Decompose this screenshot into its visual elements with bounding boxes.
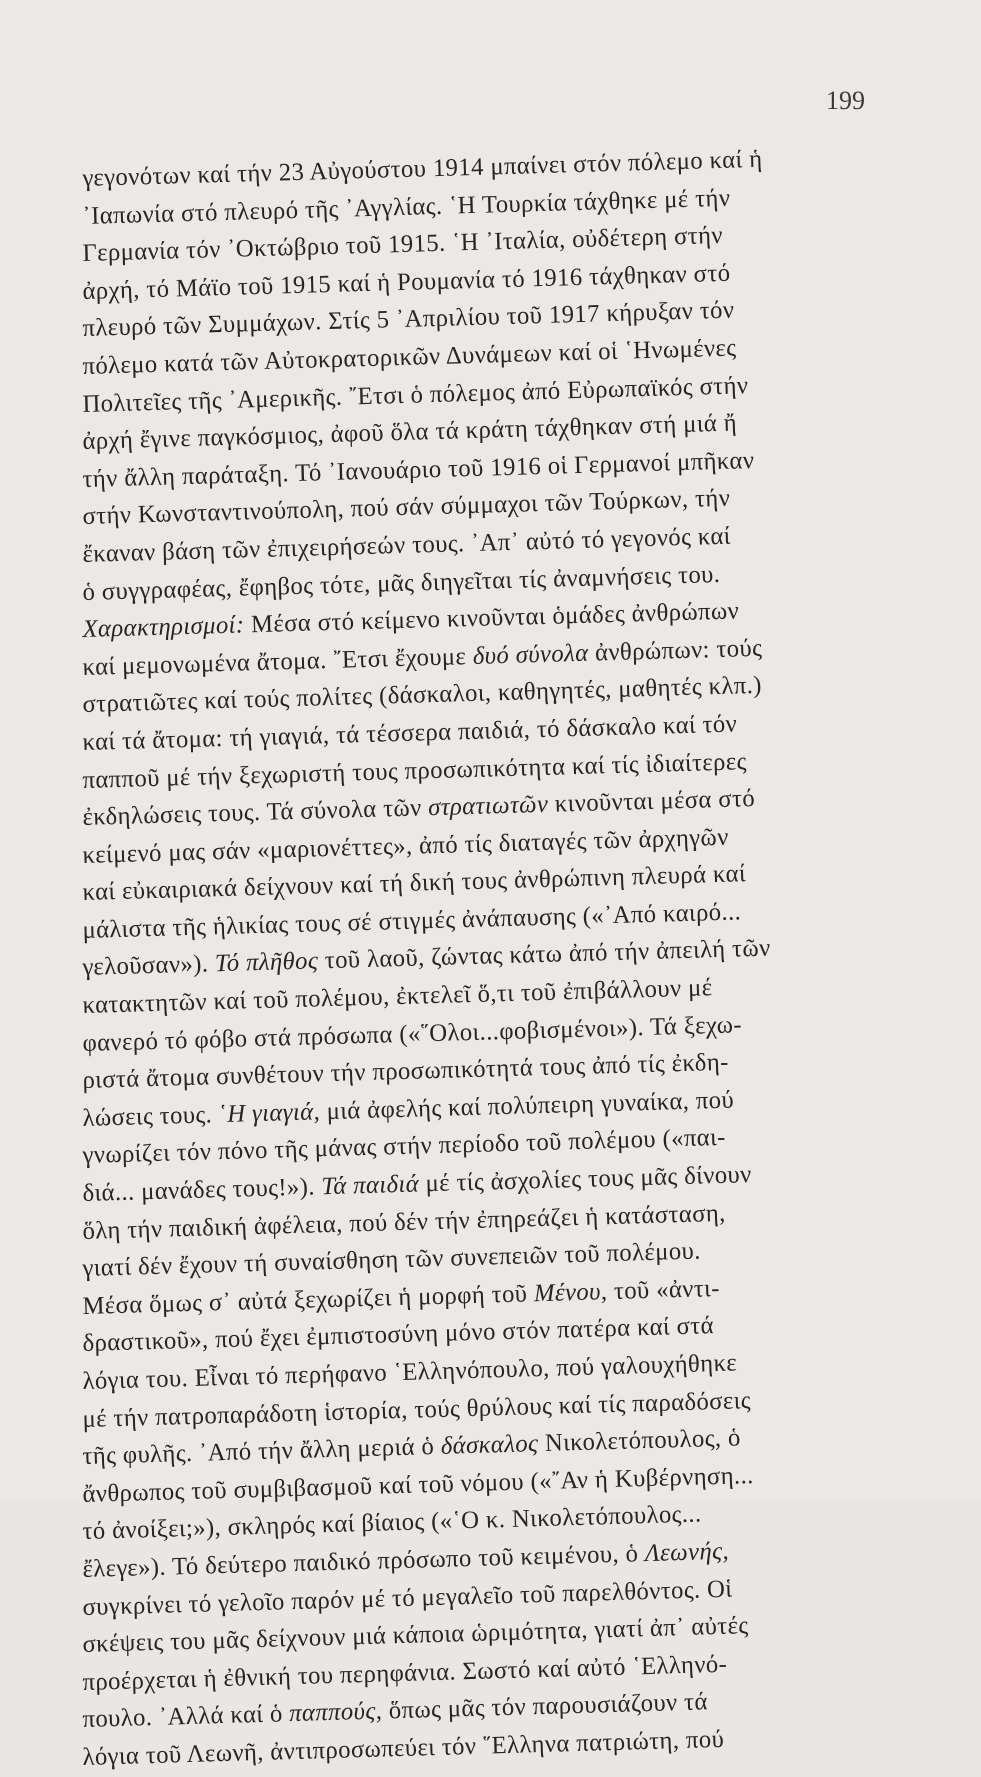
text-run: πλευρό τῶν Συμμάχων. Στίς 5 ᾿Απριλίου τοῦ 1917 κήρυξαν τόν	[82, 296, 735, 343]
text-run: ὁ συγγραφέας, ἔφηβος τότε, μᾶς διηγεῖται τίς ἀναμνήσεις του.	[82, 560, 721, 606]
text-run: ἐκδηλώσεις τους. Τά σύνολα τῶν	[82, 794, 429, 832]
text-run: τοῦ «ἀντι-	[606, 1274, 721, 1305]
text-run: διά... μανάδες τους!»).	[82, 1173, 322, 1208]
text-run: γιατί δέν ἔχουν τή συναίσθηση τῶν συνεπειῶν τοῦ πολέμου.	[82, 1237, 702, 1283]
text-run: λόγια του. Εἶναι τό περήφανο ῾Ελληνόπουλο, πού γαλουχήθηκε	[82, 1349, 738, 1395]
italic-phrase: δάσκαλος	[440, 1430, 539, 1461]
text-run: Γερμανία τόν ᾿Οκτώβριο τοῦ 1915. ῾Η ᾿Ιταλία, οὐδέτερη στήν	[82, 222, 724, 268]
text-run: ἀρχή ἔγινε παγκόσμιος, ἀφοῦ ὅλα τά κράτη τάχθηκαν στή μιά ἤ	[82, 409, 738, 456]
text-run: ὅλη τήν παιδική ἀφέλεια, πού δέν τήν ἐπηρεάζει ἡ κατάσταση,	[82, 1199, 727, 1245]
text-run: ἀρχή, τό Μάϊο τοῦ 1915 καί ἡ Ρουμανία τό 1916 τάχθηκαν στό	[82, 259, 731, 305]
text-run: ἀνθρώπων: τούς	[588, 634, 763, 667]
text-run: μάλιστα τῆς ἡλικίας τους σέ στιγμές ἀνάπαυσης («᾿Από καιρό...	[82, 898, 742, 944]
text-run: στρατιῶτες καί τούς πολίτες (δάσκαλοι, καθηγητές, μαθητές κλπ.)	[82, 672, 763, 719]
text-run: συγκρίνει τό γελοῖο παρόν μέ τό μεγαλεῖο τοῦ παρελθόντος. Οἱ	[82, 1575, 733, 1621]
text-run: Μέσα στό κείμενο κινοῦνται ὁμάδες ἀνθρώπων	[244, 597, 740, 639]
text-run: γελοῦσαν»).	[82, 950, 216, 982]
text-run: σκέψεις του μᾶς δείχνουν μιά κάποια ὡριμότητα, γιατί ἀπ᾿ αὐτές	[82, 1612, 749, 1659]
italic-phrase: Μένου,	[533, 1277, 608, 1308]
text-run: μιά ἀφελής καί πολύπειρη γυναίκα, πού	[319, 1086, 735, 1126]
italic-phrase: στρατιωτῶν	[427, 790, 549, 822]
text-run: πόλεμο κατά τῶν Αὐτοκρατορικῶν Δυνάμεων καί οἱ ῾Ηνωμένες	[82, 334, 737, 380]
italic-phrase: δυό σύνολα	[472, 639, 589, 670]
text-run: τῆς φυλῆς. ᾿Από τήν ἄλλη μεριά ὁ	[82, 1433, 442, 1471]
text-run: καί μεμονωμένα ἄτομα. ῎Ετσι ἔχουμε	[82, 642, 474, 681]
text-run: κινοῦνται μέσα στό	[547, 785, 756, 818]
text-run: λώσεις τους.	[82, 1100, 220, 1132]
italic-phrase: Χαρακτηρισμοί:	[82, 611, 245, 644]
text-run: παπποῦ μέ τήν ξεχωριστή τους προσωπικότητα καί τίς ἰδιαίτερες	[82, 747, 748, 794]
text-run: γνωρίζει τόν πόνο τῆς μάνας στήν περίοδο τοῦ πολέμου («παι-	[82, 1124, 727, 1170]
text-run: Πολιτεῖες τῆς ᾿Αμερικῆς. ῎Ετσι ὁ πόλεμος ἀπό Εὐρωπαϊκός στήν	[82, 371, 749, 418]
text-run: στήν Κωνσταντινούπολη, πού σάν σύμμαχοι τῶν Τούρκων, τήν	[82, 485, 731, 531]
italic-phrase: Λεωνής,	[644, 1537, 730, 1568]
text-run: Νικολετόπουλος, ὁ	[538, 1424, 742, 1458]
text-run: Μέσα ὅμως σ᾿ αὐτά ξεχωρίζει ἡ μορφή τοῦ	[82, 1280, 535, 1320]
text-run: γεγονότων καί τήν 23 Αὐγούστου 1914 μπαίνει στόν πόλεμο καί ἡ	[82, 145, 763, 192]
text-run: δραστικοῦ», πού ἔχει ἐμπιστοσύνη μόνο στόν πατέρα καί στά	[82, 1312, 715, 1358]
text-run: ὅπως μᾶς τόν παρουσιάζουν τά	[381, 1688, 709, 1725]
italic-phrase: ῾Η γιαγιά,	[218, 1098, 321, 1128]
text-run: τήν ἄλλη παράταξη. Τό ᾿Ιανουάριο τοῦ 1916 οἱ Γερμανοί μπῆκαν	[82, 446, 755, 493]
text-run: ἔλεγε»). Τό δεύτερο παιδικό πρόσωπο τοῦ κειμένου, ὁ	[82, 1540, 646, 1583]
text-run: μέ τίς ἀσχολίες τους μᾶς δίνουν	[418, 1161, 753, 1198]
text-run: φανερό τό φόβο στά πρόσωπα («῞Ολοι...φοβισμένοι»). Τά ξεχω-	[82, 1011, 743, 1057]
text-run: τοῦ λαοῦ, ζώντας κάτω ἀπό τήν ἀπειλή τῶν	[317, 935, 771, 975]
text-run: λόγια τοῦ Λεωνῆ, ἀντιπροσωπεύει τόν ῞Ελληνα πατριώτη, πού	[82, 1725, 725, 1771]
italic-phrase: παππούς,	[288, 1697, 383, 1728]
text-run: καί τά ἄτομα: τή γιαγιά, τά τέσσερα παιδιά, τό δάσκαλο καί τόν	[82, 710, 738, 756]
text-run: μέ τήν πατροπαράδοτη ἱστορία, τούς θρύλους καί τίς παραδόσεις	[82, 1386, 752, 1433]
text-run: ριστά ἄτομα συνθέτουν τήν προσωπικότητά τους ἀπό τίς ἐκδη-	[82, 1048, 730, 1095]
body-text	[82, 145, 882, 1777]
italic-phrase: Τό πλῆθος	[214, 947, 319, 978]
text-run: κατακτητῶν καί τοῦ πολέμου, ἐκτελεῖ ὅ,τι τοῦ ἐπιβάλλουν μέ	[82, 974, 713, 1020]
page-number: 199	[826, 86, 865, 115]
text-run: ἔκαναν βάση τῶν ἐπιχειρήσεών τους. ᾿Απ᾿ αὐτό τό γεγονός καί	[82, 522, 732, 568]
text-run: ἄνθρωπος τοῦ συμβιβασμοῦ καί τοῦ νόμου («῎Αν ἡ Κυβέρνηση...	[82, 1461, 754, 1508]
italic-phrase: Τά παιδιά	[321, 1170, 420, 1201]
text-run: καί εὐκαιριακά δείχνουν καί τή δική τους ἀνθρώπινη πλευρά καί	[82, 860, 747, 907]
text-run: προέρχεται ἡ ἐθνική του περηφάνια. Σωστό καί αὐτό ῾Ελληνό-	[82, 1650, 728, 1696]
text-run: κείμενό μας σάν «μαριονέττες», ἀπό τίς διαταγές τῶν ἀρχηγῶν	[82, 823, 730, 869]
text-run: πουλο. ᾿Αλλά καί ὁ	[82, 1700, 290, 1734]
text-run: ᾿Ιαπωνία στό πλευρό τῆς ᾿Αγγλίας. ῾Η Τουρκία τάχθηκε μέ τήν	[82, 184, 731, 230]
text-run: τό ἀνοίξει;»), σκληρός καί βίαιος («῾Ο κ. Νικολετόπουλος...	[82, 1500, 702, 1546]
